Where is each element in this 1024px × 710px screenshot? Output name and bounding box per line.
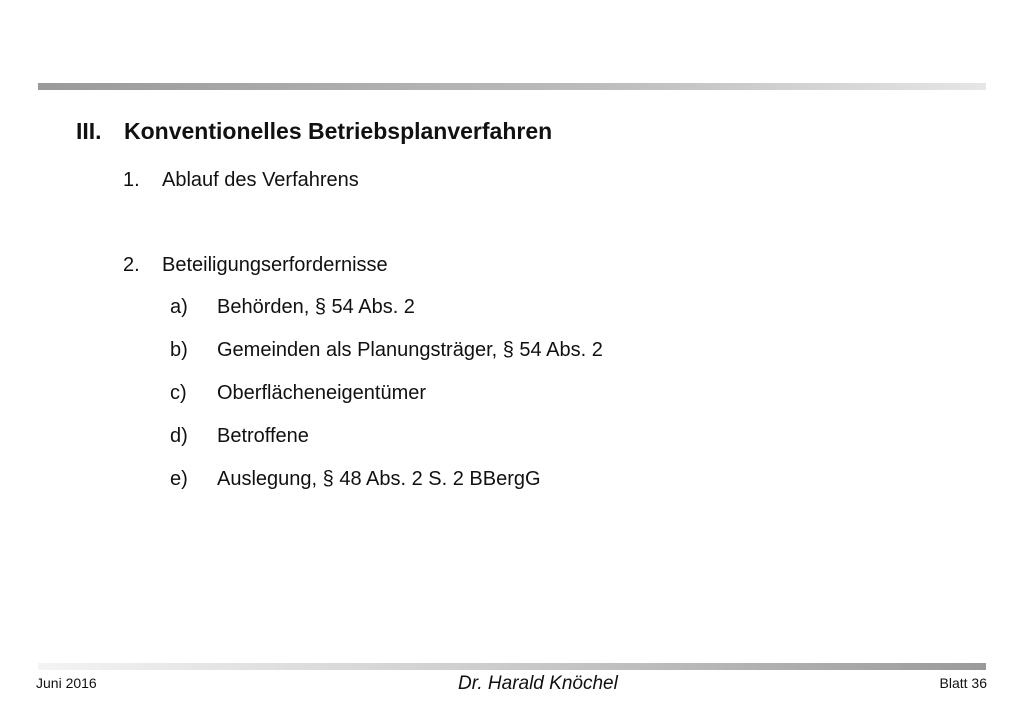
sub-item-letter: e) [170,468,188,490]
list-item-number: 1. [123,169,140,191]
section-title: Konventionelles Betriebsplanverfahren [124,118,553,144]
sub-item-label: Oberflächeneigentümer [217,382,427,404]
section-heading [76,118,552,145]
sub-item-d [170,425,309,448]
footer-page-number: Blatt 36 [939,675,987,691]
sub-item-letter: a) [170,296,188,318]
top-divider [38,83,986,90]
section-number: III. [76,118,102,144]
sub-item-label: Gemeinden als Planungsträger, § 54 Abs. 2 [217,339,603,361]
footer-date: Juni 2016 [36,675,97,691]
sub-item-a [170,296,415,319]
sub-item-letter: c) [170,382,187,404]
list-item-2 [123,254,388,277]
sub-item-label: Auslegung, § 48 Abs. 2 S. 2 BBergG [217,468,541,490]
sub-item-c [170,382,426,405]
sub-item-label: Behörden, § 54 Abs. 2 [217,296,415,318]
sub-item-letter: b) [170,339,188,361]
list-item-1 [123,169,359,192]
sub-item-letter: d) [170,425,188,447]
sub-item-e [170,468,541,491]
list-item-number: 2. [123,254,140,276]
sub-item-label: Betroffene [217,425,309,447]
list-item-label: Ablauf des Verfahrens [162,169,359,191]
sub-item-b [170,339,603,362]
footer-author: Dr. Harald Knöchel [458,673,618,694]
list-item-label: Beteiligungserfordernisse [162,254,388,276]
bottom-divider [38,663,986,670]
